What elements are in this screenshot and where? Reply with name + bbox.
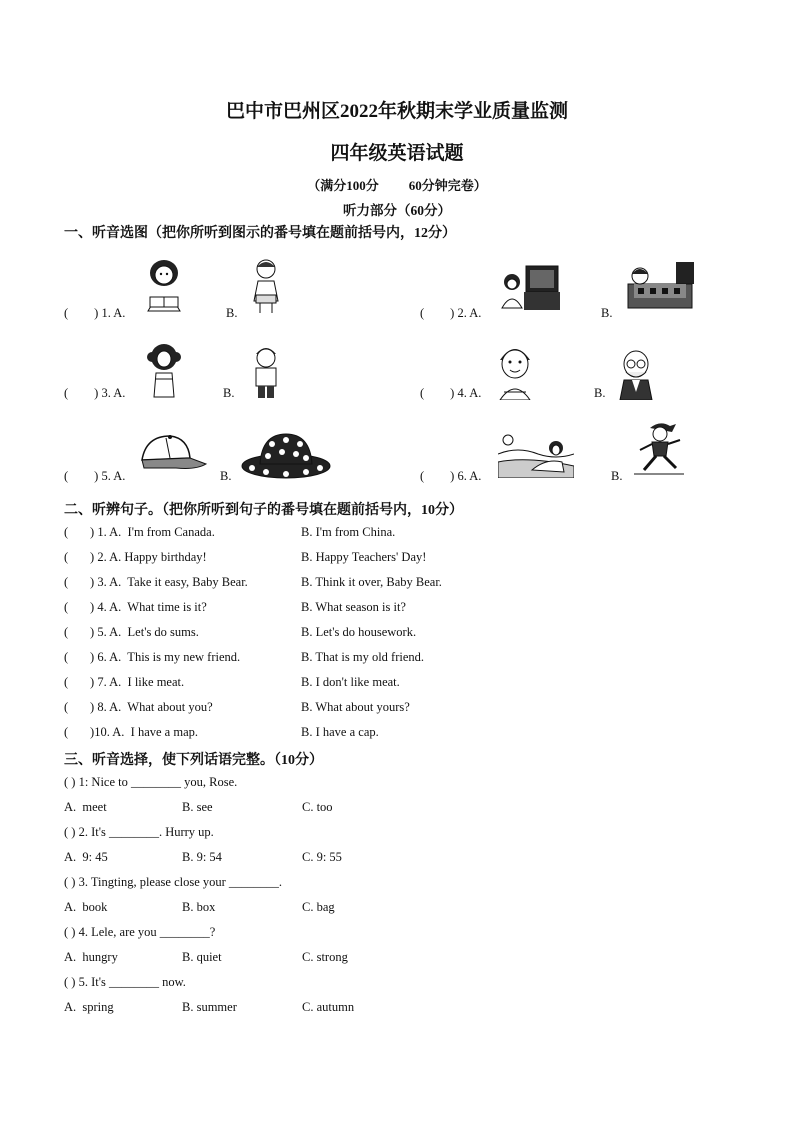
cap-image (136, 434, 208, 474)
s3-question: ( ) 1: Nice to ________ you, Rose. (64, 775, 238, 789)
s1-q3-left: ( ) 3. A. (64, 386, 126, 400)
s2-item: ( ) 3. A. Take it easy, Baby Bear. B. Think it over, Baby Bear. (64, 575, 442, 589)
s3-options: A. spring B. summer C. autumn (64, 1000, 355, 1014)
score-note: （满分100分 (307, 178, 379, 193)
girl-curly-hair-image (142, 343, 186, 399)
s1-q2-left: ( ) 2. A. (420, 306, 482, 320)
s3-question: ( ) 5. It's ________ now. (64, 975, 186, 989)
section2-heading: 二、听辨句子。（把你所听到句子的番号填在题前括号内，10分） (64, 503, 463, 518)
old-man-image (616, 348, 658, 400)
s3-options: A. meet B. see C. too (64, 800, 333, 814)
s2-item: ( ) 5. A. Let's do sums. B. Let's do housework. (64, 625, 417, 639)
s1-q6-b: B. (611, 469, 623, 483)
section1-heading: 一、听音选图（把你所听到图示的番号填在题前括号内，12分） (64, 226, 456, 241)
s2-item: ( ) 7. A. I like meat. B. I don't like meat. (64, 675, 400, 689)
boy-running-image (632, 420, 686, 476)
part-heading: 听力部分（60分） (343, 203, 451, 218)
boy-standing-image (248, 344, 284, 400)
boy-reading-image (248, 257, 284, 315)
s1-q1-left: ( ) 1. A. (64, 306, 126, 320)
boy-face-image (494, 342, 536, 400)
score-time-note (0, 175, 794, 194)
s1-q3-b: B. (223, 386, 235, 400)
s2-item: ( ) 1. A. I'm from Canada. B. I'm from China. (64, 525, 396, 539)
girl-reading-image (140, 255, 188, 315)
exam-title: 巴中市巴州区2022年秋期末学业质量监测 (225, 101, 568, 122)
girl-watching-tv-image (498, 262, 562, 312)
s3-options: A. 9: 45 B. 9: 54 C. 9: 55 (64, 850, 342, 864)
exam-subtitle: 四年级英语试题 (330, 143, 464, 164)
s3-question: ( ) 3. Tingting, please close your ________. (64, 875, 283, 889)
s1-q5-b: B. (220, 469, 232, 483)
s3-options: A. book B. box C. bag (64, 900, 335, 914)
s1-q4-left: ( ) 4. A. (420, 386, 482, 400)
person-in-bed-image (624, 258, 696, 312)
s1-q5-left: ( ) 5. A. (64, 469, 126, 483)
s3-options: A. hungry B. quiet C. strong (64, 950, 348, 964)
dotted-hat-image (240, 428, 332, 480)
s2-item: ( ) 4. A. What time is it? B. What season is it? (64, 600, 406, 614)
s2-item: ( ) 6. A. This is my new friend. B. That is my old friend. (64, 650, 425, 664)
s2-item: ( ) 2. A. Happy birthday! B. Happy Teachers' Day! (64, 550, 427, 564)
s1-q1-b: B. (226, 306, 238, 320)
s2-item: ( ) 8. A. What about you? B. What about yours? (64, 700, 410, 714)
s2-item: ( )10. A. I have a map. B. I have a cap. (64, 725, 379, 739)
s1-q6-left: ( ) 6. A. (420, 469, 482, 483)
time-note: 60分钟完卷） (408, 178, 487, 193)
s1-q2-b: B. (601, 306, 613, 320)
s1-q4-b: B. (594, 386, 606, 400)
s3-question: ( ) 4. Lele, are you ________? (64, 925, 216, 939)
section3-heading: 三、听音选择，使下列话语完整。（10分） (64, 753, 323, 768)
girl-on-beach-image (498, 432, 574, 478)
s3-question: ( ) 2. It's ________. Hurry up. (64, 825, 214, 839)
